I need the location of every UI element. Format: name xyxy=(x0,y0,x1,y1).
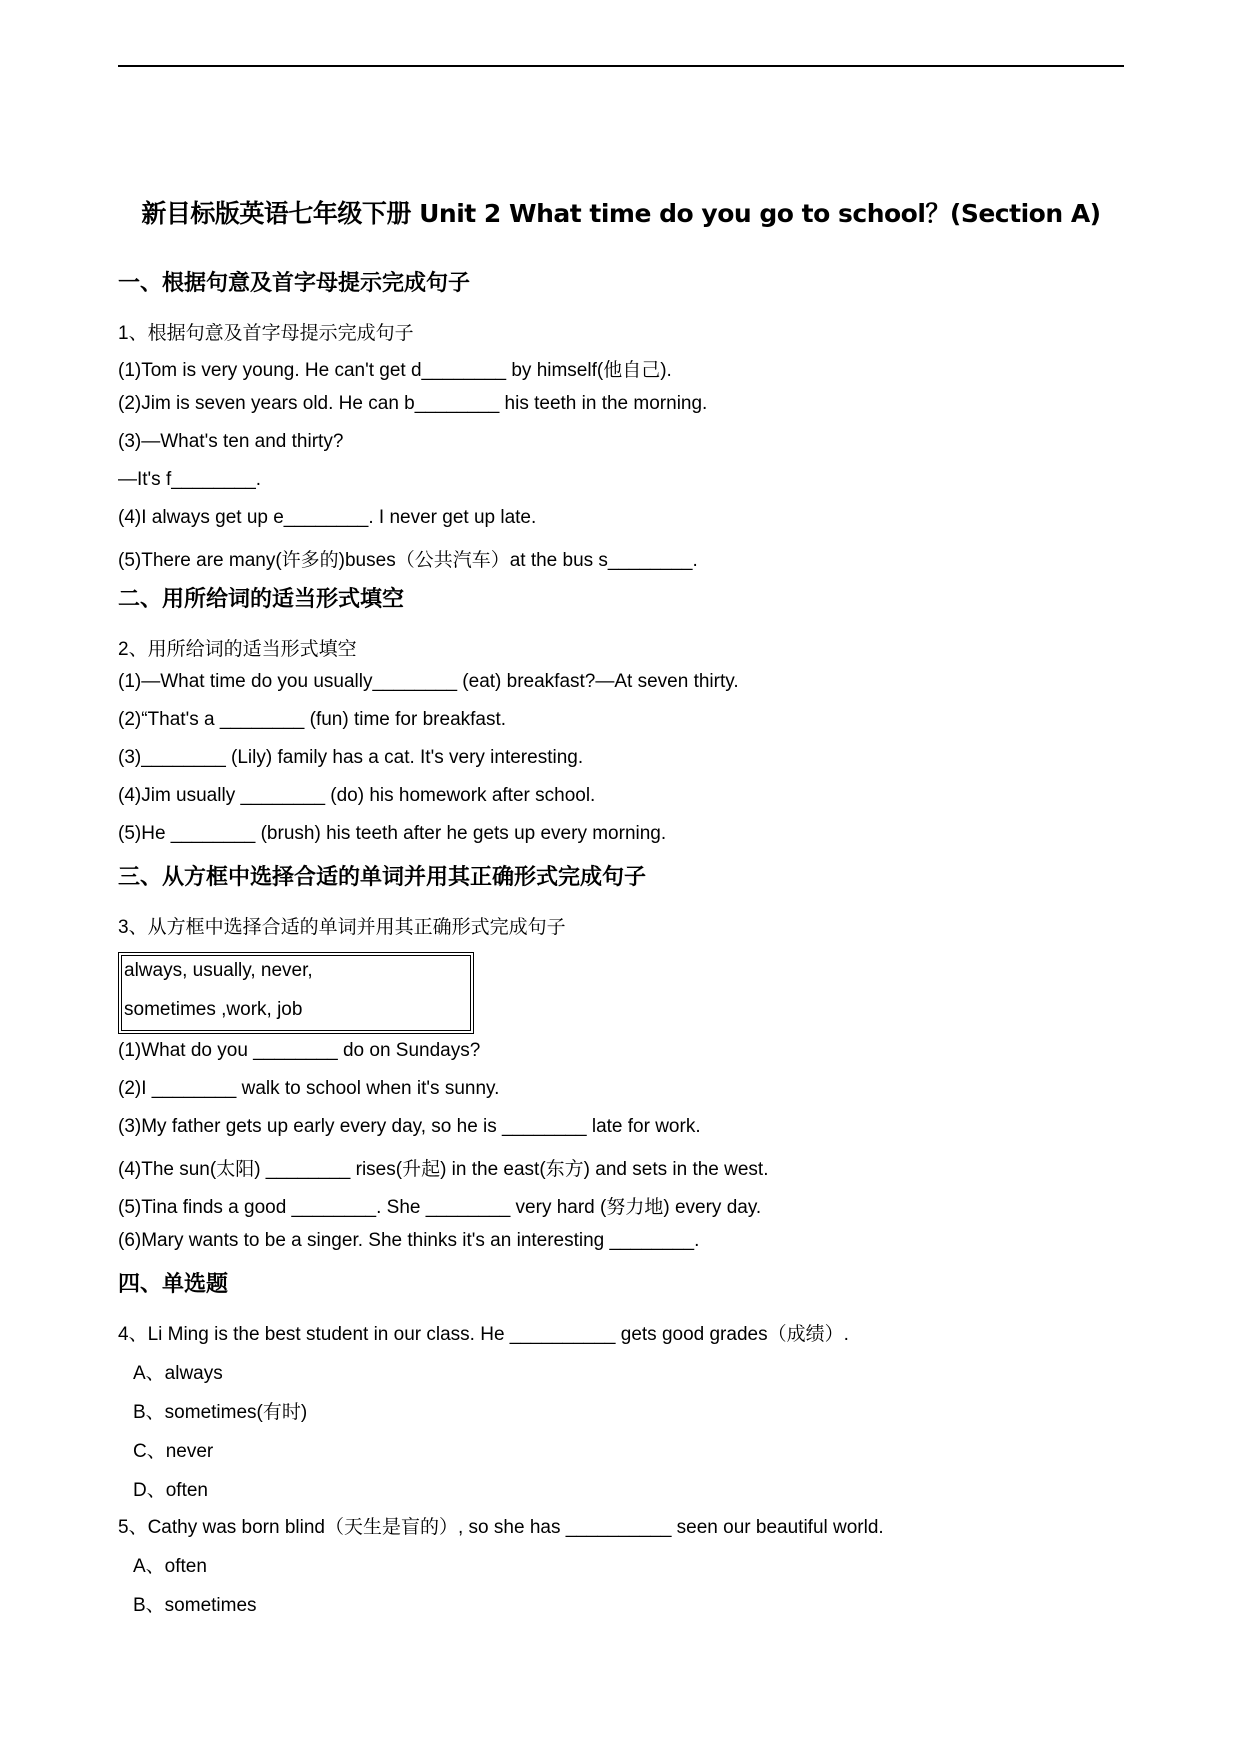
question-intro-2: 2、用所给词的适当形式填空 xyxy=(118,639,357,660)
exercise-line: (5)There are many(许多的)buses（公共汽车）at the bus s________. xyxy=(118,550,698,571)
question-intro-1: 1、根据句意及首字母提示完成句子 xyxy=(118,323,414,344)
section-heading-1: 一、根据句意及首字母提示完成句子 xyxy=(118,271,471,296)
exercise-line: (6)Mary wants to be a singer. She thinks it's an interesting ________. xyxy=(118,1230,700,1251)
mc-question: 4、Li Ming is the best student in our class. He __________ gets good grades（成绩）. xyxy=(118,1324,849,1345)
exercise-line: (1)Tom is very young. He can't get d________ by himself(他自己). xyxy=(118,360,672,381)
exercise-line: (3)My father gets up early every day, so he is ________ late for work. xyxy=(118,1116,701,1137)
question-intro-3: 3、从方框中选择合适的单词并用其正确形式完成句子 xyxy=(118,917,566,938)
exercise-line: (2)Jim is seven years old. He can b________ his teeth in the morning. xyxy=(118,393,708,414)
exercise-line: (3)—What's ten and thirty? xyxy=(118,431,344,452)
header-rule xyxy=(118,65,1124,67)
exercise-line: (1)What do you ________ do on Sundays? xyxy=(118,1040,481,1061)
exercise-line: (5)He ________ (brush) his teeth after he gets up every morning. xyxy=(118,823,667,844)
mc-option: D、often xyxy=(133,1480,208,1501)
word-box-line: sometimes ,work, job xyxy=(124,999,303,1020)
exercise-line: —It's f________. xyxy=(118,469,262,490)
section-heading-2: 二、用所给词的适当形式填空 xyxy=(118,587,405,612)
mc-option: C、never xyxy=(133,1441,214,1462)
exercise-line: (4)I always get up e________. I never get up late. xyxy=(118,507,537,528)
exercise-line: (5)Tina finds a good ________. She ________ very hard (努力地) every day. xyxy=(118,1197,762,1218)
exercise-line: (4)The sun(太阳) ________ rises(升起) in the east(东方) and sets in the west. xyxy=(118,1159,769,1180)
exercise-line: (1)—What time do you usually________ (eat) breakfast?—At seven thirty. xyxy=(118,671,739,692)
mc-option: A、always xyxy=(133,1363,223,1384)
mc-option: B、sometimes(有时) xyxy=(133,1402,308,1423)
mc-question: 5、Cathy was born blind（天生是盲的）, so she has __________ seen our beautiful world. xyxy=(118,1517,884,1538)
section-heading-3: 三、从方框中选择合适的单词并用其正确形式完成句子 xyxy=(118,865,647,890)
exercise-line: (2)“That's a ________ (fun) time for breakfast. xyxy=(118,709,507,730)
exercise-line: (2)I ________ walk to school when it's sunny. xyxy=(118,1078,500,1099)
word-box-line: always, usually, never, xyxy=(124,960,313,981)
exercise-line: (4)Jim usually ________ (do) his homework after school. xyxy=(118,785,596,806)
mc-option: B、sometimes xyxy=(133,1595,257,1616)
section-heading-4: 四、单选题 xyxy=(118,1272,229,1297)
word-box xyxy=(118,952,474,1034)
mc-option: A、often xyxy=(133,1556,207,1577)
exercise-line: (3)________ (Lily) family has a cat. It's very interesting. xyxy=(118,747,584,768)
page-title: 新目标版英语七年级下册 Unit 2 What time do you go to school？(Section A) xyxy=(141,199,1101,228)
